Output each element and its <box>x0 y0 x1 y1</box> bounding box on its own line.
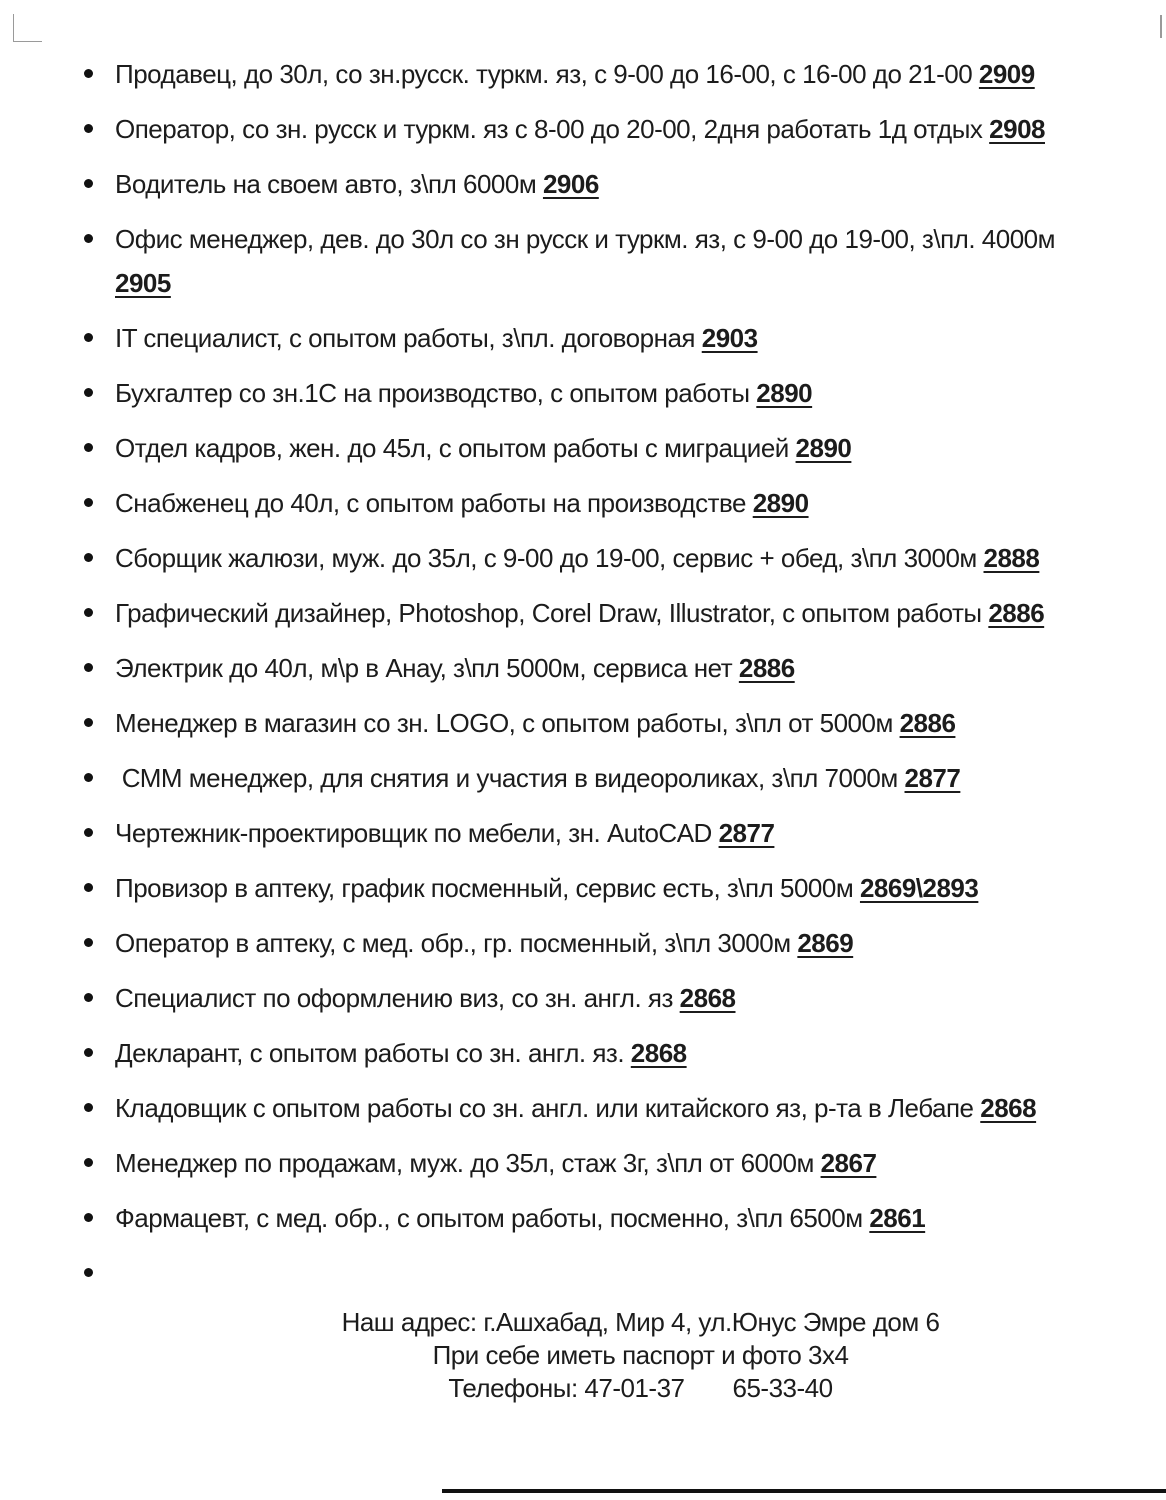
list-item <box>115 1196 1144 1240</box>
vacancy-text: Водитель на своем авто, з\пл 6000м <box>115 169 537 199</box>
page-corner-mark-top-right <box>1160 15 1162 38</box>
list-item <box>115 107 1144 151</box>
vacancy-ref-number: 2867 <box>820 1148 877 1178</box>
footer-phones <box>115 1372 1166 1405</box>
vacancy-text: Снабженец до 40л, с опытом работы на производстве <box>115 488 746 518</box>
vacancy-ref-number: 2906 <box>542 169 599 199</box>
vacancy-ref-number: 2890 <box>756 378 813 408</box>
phone-number-2: 65-33-40 <box>732 1373 833 1403</box>
vacancy-text: Оператор в аптеку, с мед. обр., гр. посменный, з\пл 3000м <box>115 928 791 958</box>
vacancy-ref-number: 2869 <box>797 928 854 958</box>
vacancy-text: Специалист по оформлению виз, со зн. англ. яз <box>115 983 673 1013</box>
footer <box>0 1306 1166 1405</box>
vacancy-text: Сборщик жалюзи, муж. до 35л, с 9-00 до 19-00, сервис + обед, з\пл 3000м <box>115 543 977 573</box>
vacancy-text: Отдел кадров, жен. до 45л, с опытом работы с миграцией <box>115 433 789 463</box>
list-item <box>115 426 1144 470</box>
vacancy-text: Графический дизайнер, Photoshop, Corel Draw, Illustrator, с опытом работы <box>115 598 982 628</box>
vacancy-ref-number: 2868 <box>980 1093 1037 1123</box>
bottom-divider-line <box>442 1489 1166 1493</box>
list-item <box>115 646 1144 690</box>
vacancy-ref-number: 2903 <box>701 323 758 353</box>
list-item <box>115 811 1144 855</box>
list-item <box>115 1031 1144 1075</box>
vacancy-ref-number: 2869\2893 <box>859 873 979 903</box>
list-item <box>115 162 1144 206</box>
vacancy-text: Продавец, до 30л, со зн.русск. туркм. яз, с 9-00 до 16-00, с 16-00 до 21-00 <box>115 59 973 89</box>
vacancy-text: Оператор, со зн. русск и туркм. яз с 8-00 до 20-00, 2дня работать 1д отдых <box>115 114 983 144</box>
vacancy-text: Офис менеджер, дев. до 30л со зн русск и туркм. яз, с 9-00 до 19-00, з\пл. 4000м <box>115 224 1055 254</box>
vacancy-ref-number: 2877 <box>904 763 961 793</box>
vacancy-ref-number: 2886 <box>899 708 956 738</box>
vacancy-text: Менеджер в магазин со зн. LOGO, с опытом работы, з\пл от 5000м <box>115 708 893 738</box>
phone-number-1: 47-01-37 <box>584 1373 685 1403</box>
vacancy-ref-number: 2890 <box>752 488 809 518</box>
vacancy-ref-number: 2886 <box>988 598 1045 628</box>
vacancy-text: Провизор в аптеку, график посменный, сервис есть, з\пл 5000м <box>115 873 854 903</box>
vacancy-text: Декларант, с опытом работы со зн. англ. яз. <box>115 1038 625 1068</box>
list-item <box>115 316 1144 360</box>
vacancy-ref-number: 2868 <box>679 983 736 1013</box>
page-corner-mark-top-left <box>13 14 42 42</box>
list-item <box>115 371 1144 415</box>
list-item <box>115 481 1144 525</box>
vacancy-text: СММ менеджер, для снятия и участия в видеороликах, з\пл 7000м <box>115 763 898 793</box>
vacancy-ref-number: 2886 <box>738 653 795 683</box>
list-item <box>115 756 1144 800</box>
list-item <box>115 1141 1144 1185</box>
vacancy-text: Фармацевт, с мед. обр., с опытом работы, посменно, з\пл 6500м <box>115 1203 863 1233</box>
vacancy-text: Кладовщик с опытом работы со зн. англ. или китайского яз, р-та в Лебапе <box>115 1093 974 1123</box>
vacancy-text: Менеджер по продажам, муж. до 35л, стаж 3г, з\пл от 6000м <box>115 1148 814 1178</box>
vacancy-text: Электрик до 40л, м\р в Анау, з\пл 5000м, сервиса нет <box>115 653 733 683</box>
vacancy-ref-number: 2890 <box>795 433 852 463</box>
vacancy-ref-number: 2888 <box>983 543 1040 573</box>
list-item <box>115 1086 1144 1130</box>
list-item <box>115 866 1144 910</box>
vacancy-ref-number: 2909 <box>978 59 1035 89</box>
footer-address: Наш адрес: г.Ашхабад, Мир 4, ул.Юнус Эмре дом 6 <box>341 1307 940 1337</box>
vacancy-text: Бухгалтер со зн.1С на производство, с опытом работы <box>115 378 750 408</box>
vacancy-ref-number: 2905 <box>115 268 171 298</box>
list-item <box>115 1251 1144 1295</box>
footer-passport-note: При себе иметь паспорт и фото 3х4 <box>432 1340 849 1370</box>
vacancy-ref-number: 2908 <box>989 114 1045 144</box>
vacancy-text: IT специалист, с опытом работы, з\пл. договорная <box>115 323 695 353</box>
list-item <box>115 217 1144 305</box>
list-item <box>115 52 1144 96</box>
vacancy-ref-number: 2868 <box>630 1038 687 1068</box>
list-item <box>115 591 1144 635</box>
list-item <box>115 536 1144 580</box>
list-item <box>115 701 1144 745</box>
list-item <box>115 976 1144 1020</box>
vacancy-ref-number: 2877 <box>718 818 775 848</box>
list-item <box>115 921 1144 965</box>
phones-label: Телефоны: <box>448 1373 578 1403</box>
vacancy-text: Чертежник-проектировщик по мебели, зн. AutoCAD <box>115 818 712 848</box>
vacancy-ref-number: 2861 <box>869 1203 926 1233</box>
